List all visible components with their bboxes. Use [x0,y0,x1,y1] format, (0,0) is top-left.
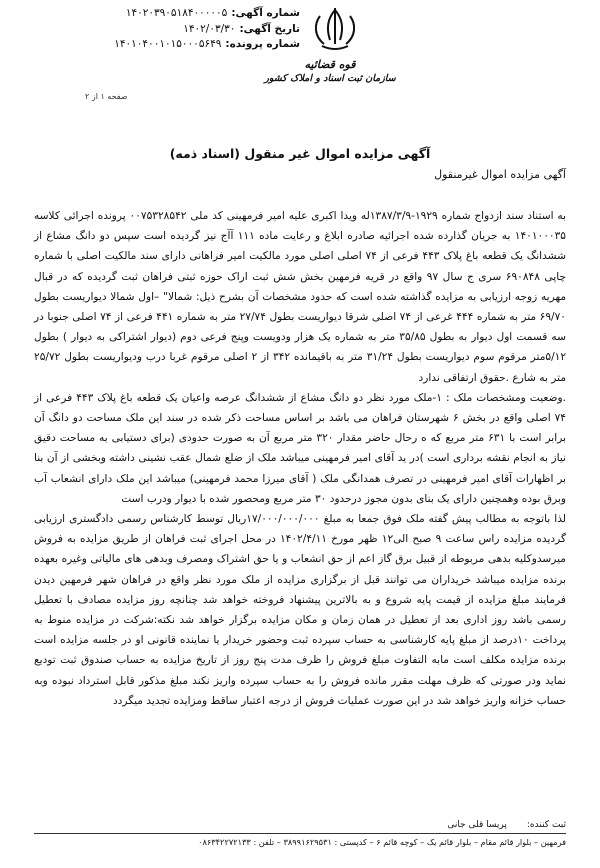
document-footer [34,820,566,847]
document-title: آگهی مزایده اموال غیر منقول (اسناد ذمه) [169,146,431,161]
document-body [34,206,566,711]
file-number-label: شماره پرونده: [225,38,300,50]
ad-date-label: تاریخ آگهی: [239,22,300,35]
body-paragraph: به استناد سند ازدواج شماره ۱۹۲۹-۱۳۸۷/۳/۹له ویدا اکبری علیه امیر فرمهینی کد ملی ۰۰۷۵۳۲۸۵۴۲ پرونده اجرائی کلاسه ۱۴۰۱۰۰۰۳۵ به جریان گذارده شده اجرائیه صادره ابلاغ و رعایت ماده ۱۱۱ آآج نیز گردیده است سپس دو دانگ مشاع از ششدانگ یک قطعه باغ پلاک ۴۴۳ فرعی از ۷۴ اصلی اصلی مورد مالکیت امیر فراهانی دارای سند مالکیت اصلی با شماره چاپی ۶۹۰۸۴۸ سری ج سال ۹۷ واقع در قریه فرمهین بخش شش ثبت اراک حوزه ثبتی فراهان ثبت گردیده که در قبال مهریه زوجه ارزیابی به مزایده گذاشته شده است که حدود مشخصات آن بشرح ذیل: شمالا" –اول شمالا دیواریست بطول ۶۹/۷۰ متر به شماره ۴۴۴ غرعی از ۷۴ اصلی شرقا دیواریست بطول ۲۷/۷۴ متر به شماره ۴۴۱ فرعی از ۷۴ اصلی جنوبا در سه قسمت اول دیوار به بطول ۳۵/۸۵ متر به شماره یک هزار ودویست وپنج فرعی دوم (دیوار اشتراکی به دیوار ) بطول ۵/۱۲متر مرقوم سوم دیواریست بطول ۳۱/۲۴ متر به باقیمانده ۳۴۲ از ۲ اصلی مرقوم غربا درب ودیواریست بطول ۲۵/۷۲ متر به شارع .حقوق ارتفاقی ندارد [34,210,567,384]
footer-divider [34,833,566,834]
judiciary-label: قوه قضائیه [304,58,356,71]
registrar-label: ثبت کننده: [526,820,566,830]
ad-meta-block [70,6,300,53]
ad-date-value: ۱۴۰۲/۰۳/۳۰ [183,22,236,35]
iran-emblem-icon [300,6,370,52]
body-paragraph: .وضعیت ومشخصات ملک : ۱-ملک مورد نظر دو دانگ مشاع از ششدانگ عرصه واعیان یک قطعه باغ پلاک ۴۴۳ فرعی از ۷۴ اصلی واقع در بخش ۶ شهرستان فراهان می باشد بر اساس مساحت ذکر شده در سند این ملک مساحت دو دانگ آن برابر است با ۶۳۱ متر مربع که ه رحال حاضر مقدار ۳۲۰ متر مربع آن به صورت حدودی (برای دستیابی به مساحت دقیق نیاز به انجام نقشه برداری است )در ید آقای امیر فرمهینی میباشد ملک از ضلع شمال عقب نشینی داشته وبخشی از آن بنا بر اظهارات آقای امیر فرمهینی در تصرف همدانگی ملک ( آقای میرزا محمد فرمهینی) میباشد این ملک دارای انشعاب آب وبرق بوده وهمچنین دارای یک بنای بدون مجوز درحدود ۳۰ متر مربع ومحصور شده با دیوار ودرب است [34,391,566,505]
file-number-value: ۱۴۰۱۰۴۰۰۱۰۱۵۰۰۰۵۶۴۹ [114,38,222,50]
document-subtitle: آگهی مزایده اموال غیرمنقول [434,168,566,181]
ad-number-label: شماره آگهی: [231,7,300,19]
body-paragraph: لذا باتوجه به مطالب پیش گفته ملک فوق جمعا به مبلغ ۱۷/۰۰۰/۰۰۰/۰۰۰ریال توسط کارشناس رسمی دادگستری ارزیابی گردیده مزایده راس ساعت ۹ صبح الی۱۲ ظهر مورخ ۱۴۰۲/۴/۱۱ در محل اجرای ثبت فراهان از طریق مزایده به فروش میرسدوکلیه بدهی مربوطه از قبیل برق گاز اعم از حق انشعاب و یا حق اشتراک ومصرف وبدهی های مالیاتی وغیره بعهده برنده مزایده میباشد خریداران می توانند قبل از برگزاری مزایده از ملک مورد نظر واقع در فراهان شهر فرمهین دیدن فرمایند مبلغ مزایده از قیمت پایه شروع و به بالاترین پیشنهاد فروخته خواهد شد چنانچه روز مزایده مصادف با تعطیل رسمی باشد روز اداری بعد از تعطیل در همان زمان و مکان مزایده برگزار خواهد شد نکته:شرکت در مزایده منوط به پرداخت ۱۰درصد از مبلغ پایه کارشناسی به حساب سپرده ثبت وحضور خریدار یا نماینده قانونی او در جلسه مزایده است برنده مزایده مکلف است مابه التفاوت مبلغ فروش را ظرف مدت پنج روز از تاریخ مزایده به حساب صندوق ثبت تودیع نماید ودر صورتی که ظرف مهلت مقرر مانده فروش را به حساب سپرده واریز نکند مبلغ مذکور قابل استرداد نبوده وبه حساب خزانه واریز خواهد شد در این صورت عملیات فروش از درجه اعتبار ساقط ومزایده تجدید میگردد [34,513,566,707]
organization-name [255,58,405,84]
ad-date-row [70,22,300,38]
registrar-name: پریسا قلی جانی [447,820,507,830]
page-indicator: صفحه ۱ از ۲ [85,92,128,101]
ad-number-value: ۱۴۰۲۰۳۹۰۵۱۸۴۰۰۰۰۰۵ [125,7,228,19]
office-address: فرمهین – بلوار قائم مقام – بلوار قائم یک – کوچه قائم ۶ – کدپستی : ۳۸۹۹۱۶۲۹۵۳۱ – تلفن : ۰۸۶۳۴۲۲۷۲۱۳۳ [198,837,566,847]
registrar-row [34,820,566,830]
ad-number-row [70,6,300,22]
registration-org-label: سازمان ثبت اسناد و املاک کشور [264,73,396,84]
file-number-row [70,37,300,53]
